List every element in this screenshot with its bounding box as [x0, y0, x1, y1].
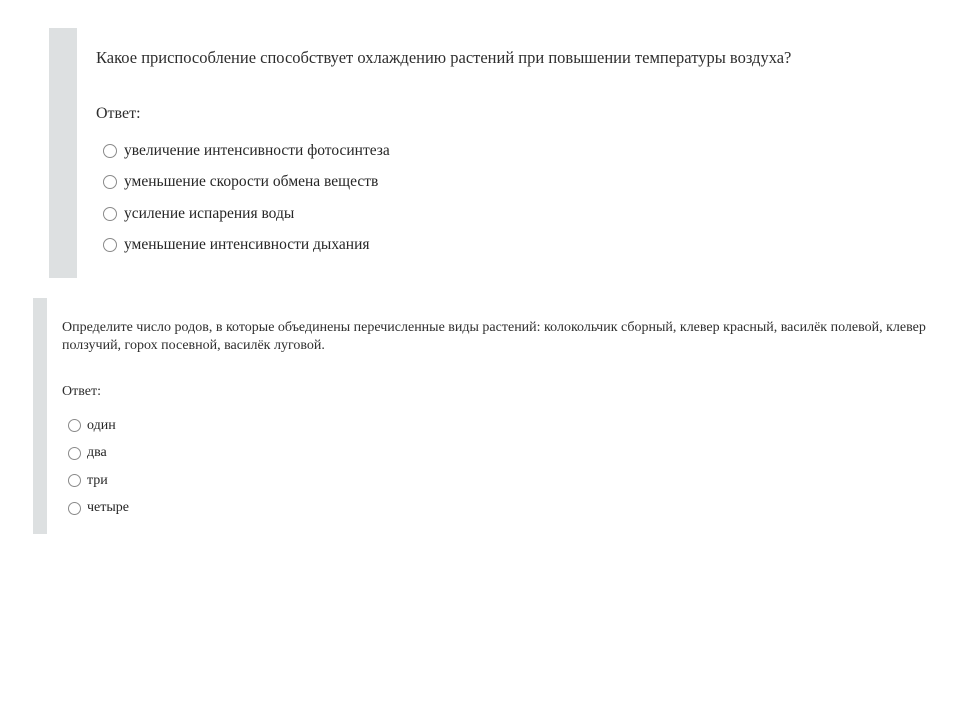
answer-option-label: четыре: [87, 500, 129, 516]
radio-unchecked-icon[interactable]: [103, 238, 117, 252]
answer-option-2[interactable]: [103, 167, 390, 199]
answer-label: Ответ:: [96, 105, 141, 122]
answer-option-3[interactable]: [103, 198, 390, 230]
answer-option-1[interactable]: [103, 135, 390, 167]
answer-option-3[interactable]: [68, 467, 129, 495]
answer-option-label: один: [87, 417, 116, 433]
answer-option-label: три: [87, 472, 108, 488]
question-side-bar: [33, 298, 47, 534]
answer-option-label: усиление испарения воды: [124, 204, 295, 222]
answer-option-2[interactable]: [68, 440, 129, 468]
answer-option-4[interactable]: [103, 230, 390, 262]
answer-option-1[interactable]: [68, 412, 129, 440]
radio-unchecked-icon[interactable]: [103, 144, 117, 158]
radio-unchecked-icon[interactable]: [68, 419, 81, 432]
radio-unchecked-icon[interactable]: [103, 207, 117, 221]
question-text: Определите число родов, в которые объединены перечисленные виды растений: колокольчик сборный, клевер красный, василёк полевой, клевер ползучий, горох посевной, василёк луговой.: [62, 320, 926, 353]
answer-option-label: увеличение интенсивности фотосинтеза: [124, 141, 390, 159]
radio-unchecked-icon[interactable]: [68, 447, 81, 460]
answer-options: [103, 135, 390, 261]
question-block-1: [49, 28, 929, 278]
question-text: Какое приспособление способствует охлаждению растений при повышении температуры воздуха?: [96, 48, 792, 67]
answer-option-label: два: [87, 445, 107, 461]
radio-unchecked-icon[interactable]: [68, 502, 81, 515]
answer-options: [68, 412, 129, 522]
radio-unchecked-icon[interactable]: [103, 175, 117, 189]
question-side-bar: [49, 28, 77, 278]
answer-option-label: уменьшение скорости обмена веществ: [124, 173, 379, 191]
answer-option-4[interactable]: [68, 495, 129, 523]
radio-unchecked-icon[interactable]: [68, 474, 81, 487]
question-block-2: [33, 298, 953, 534]
answer-label: Ответ:: [62, 384, 101, 399]
answer-option-label: уменьшение интенсивности дыхания: [124, 236, 370, 254]
